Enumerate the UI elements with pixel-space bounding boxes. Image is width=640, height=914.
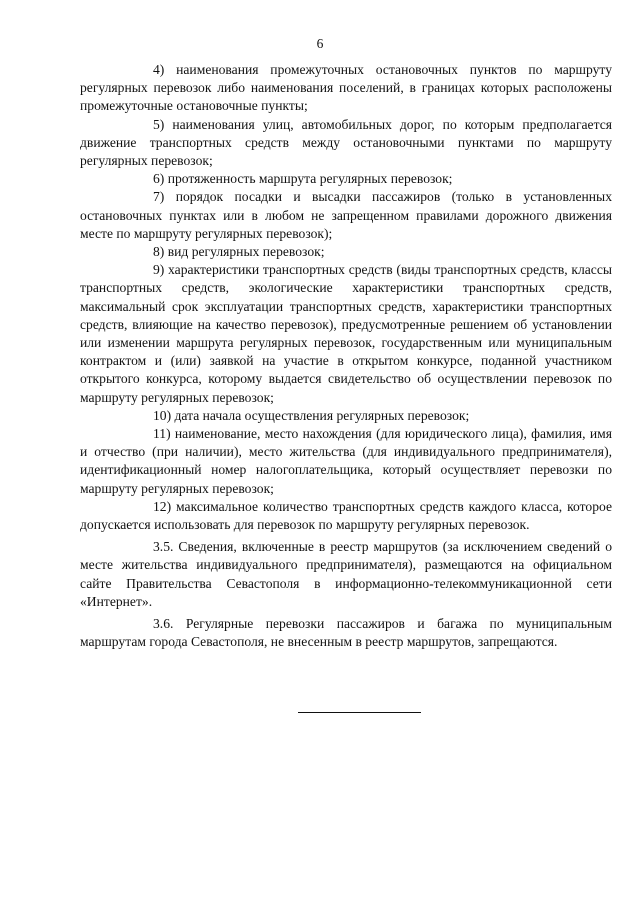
paragraph-section-3-5: 3.5. Сведения, включенные в реестр маршрутов (за исключением сведений о месте жительства индивидуального предпринимателя), размещаются на официальном сайте Правительства Севастополя в информационно-телекоммуникационной сети «Интернет». [80,539,612,609]
paragraph-item-12: 12) максимальное количество транспортных средств каждого класса, которое допускается использовать для перевозок по маршруту регулярных перевозок. [80,498,612,533]
paragraph-section-3-6: 3.6. Регулярные перевозки пассажиров и багажа по муниципальным маршрутам города Севастополя, не внесенным в реестр маршрутов, запрещаются. [80,616,612,650]
paragraph-item-6: 6) протяженность маршрута регулярных перевозок; [153,171,453,187]
document-body [80,61,612,652]
paragraph-item-9: 9) характеристики транспортных средств (виды транспортных средств, классы транспортных средств, экологические характеристики транспортных средств, максимальный срок эксплуатации транспортных средств, характеристики транспортных средств, влияющие на качество перевозок), предусмотренные решением об установлении или изменении маршрута регулярных перевозок, государственным или муниципальным контрактом и (или) заявкой на участие в открытом конкурсе, поданной участником открытого конкурса, которому выдается свидетельство об осуществлении перевозок по маршруту регулярных перевозок; [80,262,612,405]
paragraph-item-11: 11) наименование, место нахождения (для юридического лица), фамилия, имя и отчество (при наличии), место жительства (для индивидуального предпринимателя), идентификационный номер налогоплательщика, который осуществляет перевозки по маршруту регулярных перевозок; [80,426,612,496]
paragraph-item-5: 5) наименования улиц, автомобильных дорог, по которым предполагается движение транспортных средств между остановочными пунктами по маршруту регулярных перевозок; [80,116,612,169]
paragraph-item-10: 10) дата начала осуществления регулярных перевозок; [153,407,470,423]
paragraph-item-7: 7) порядок посадки и высадки пассажиров (только в установленных остановочных пунктах или в любом не запрещенном правилами дорожного движения месте по маршруту регулярных перевозок); [80,189,612,241]
paragraph-item-8: 8) вид регулярных перевозок; [153,244,325,260]
page-number: 6 [316,36,324,51]
paragraph-item-4: 4) наименования промежуточных остановочных пунктов по маршруту регулярных перевозок либо наименования поселений, в границах которых расположены промежуточные остановочные пункты; [80,62,612,114]
end-separator-line [298,712,421,713]
